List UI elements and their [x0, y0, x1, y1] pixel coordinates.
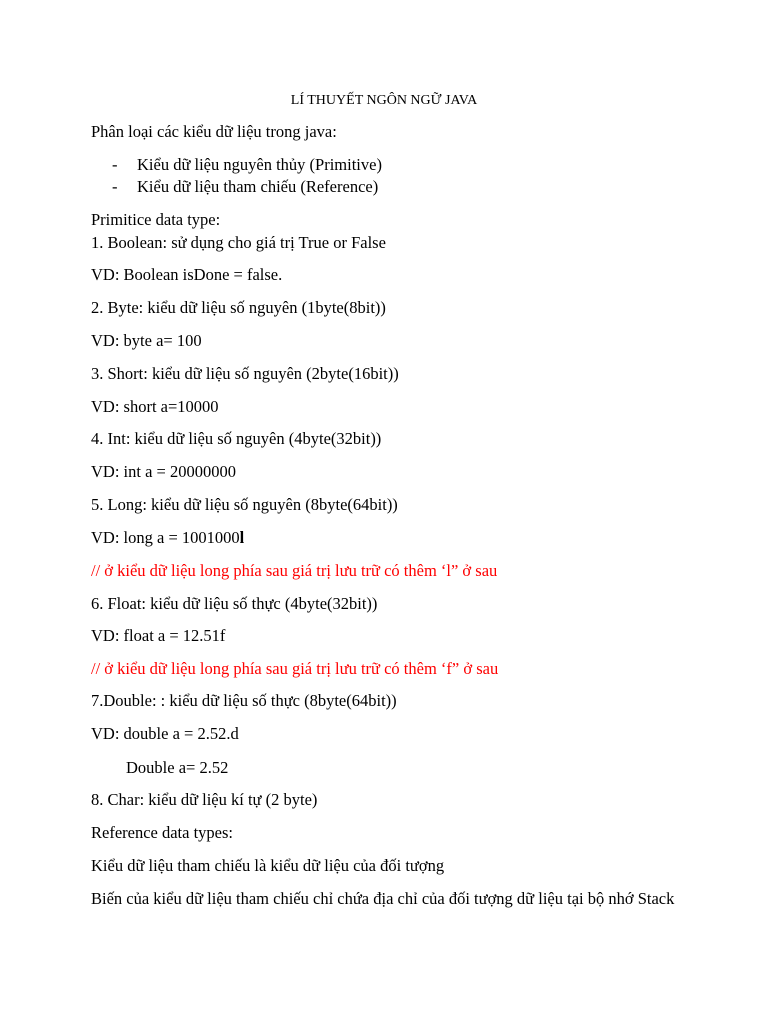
boolean-example: VD: Boolean isDone = false. [91, 265, 283, 284]
double-example-alt: Double a= 2.52 [126, 758, 229, 777]
bullet-dash: - [112, 155, 118, 174]
short-example: VD: short a=10000 [91, 397, 219, 416]
bullet-primitive: Kiểu dữ liệu nguyên thủy (Primitive) [137, 155, 382, 174]
byte-example: VD: byte a= 100 [91, 331, 202, 350]
int-example: VD: int a = 20000000 [91, 462, 236, 481]
reference-description: Kiểu dữ liệu tham chiếu là kiểu dữ liệu của đối tượng [91, 856, 445, 875]
double-example: VD: double a = 2.52.d [91, 724, 239, 743]
long-note: // ở kiểu dữ liệu long phía sau giá trị lưu trữ có thêm ‘l” ở sau [91, 561, 498, 580]
reference-heading: Reference data types: [91, 823, 234, 842]
reference-storage-note: Biến của kiểu dữ liệu tham chiếu chỉ chứa địa chỉ của đối tượng dữ liệu tại bộ nhớ Stack [91, 889, 675, 908]
intro-text: Phân loại các kiểu dữ liệu trong java: [91, 122, 337, 141]
bullet-dash: - [112, 177, 118, 196]
document-title: LÍ THUYẾT NGÔN NGỮ JAVA [290, 93, 478, 108]
double-line: 7.Double: : kiểu dữ liệu số thực (8byte(64bit)) [91, 691, 397, 710]
long-line: 5. Long: kiểu dữ liệu số nguyên (8byte(64bit)) [91, 495, 398, 514]
long-example [91, 528, 244, 548]
long-example-value: VD: long a = 1001000 [91, 528, 240, 547]
bullet-reference: Kiểu dữ liệu tham chiếu (Reference) [137, 177, 379, 196]
float-note: // ở kiểu dữ liệu long phía sau giá trị lưu trữ có thêm ‘f” ở sau [91, 659, 499, 678]
float-line: 6. Float: kiểu dữ liệu số thực (4byte(32bit)) [91, 594, 378, 613]
float-example: VD: float a = 12.51f [91, 626, 226, 645]
primitive-heading: Primitice data type: [91, 210, 221, 229]
short-line: 3. Short: kiểu dữ liệu số nguyên (2byte(16bit)) [91, 364, 399, 383]
char-line: 8. Char: kiểu dữ liệu kí tự (2 byte) [91, 790, 318, 809]
long-suffix: l [239, 528, 245, 547]
int-line: 4. Int: kiểu dữ liệu số nguyên (4byte(32bit)) [91, 429, 382, 448]
boolean-line: 1. Boolean: sử dụng cho giá trị True or False [91, 233, 386, 252]
byte-line: 2. Byte: kiểu dữ liệu số nguyên (1byte(8bit)) [91, 298, 386, 317]
